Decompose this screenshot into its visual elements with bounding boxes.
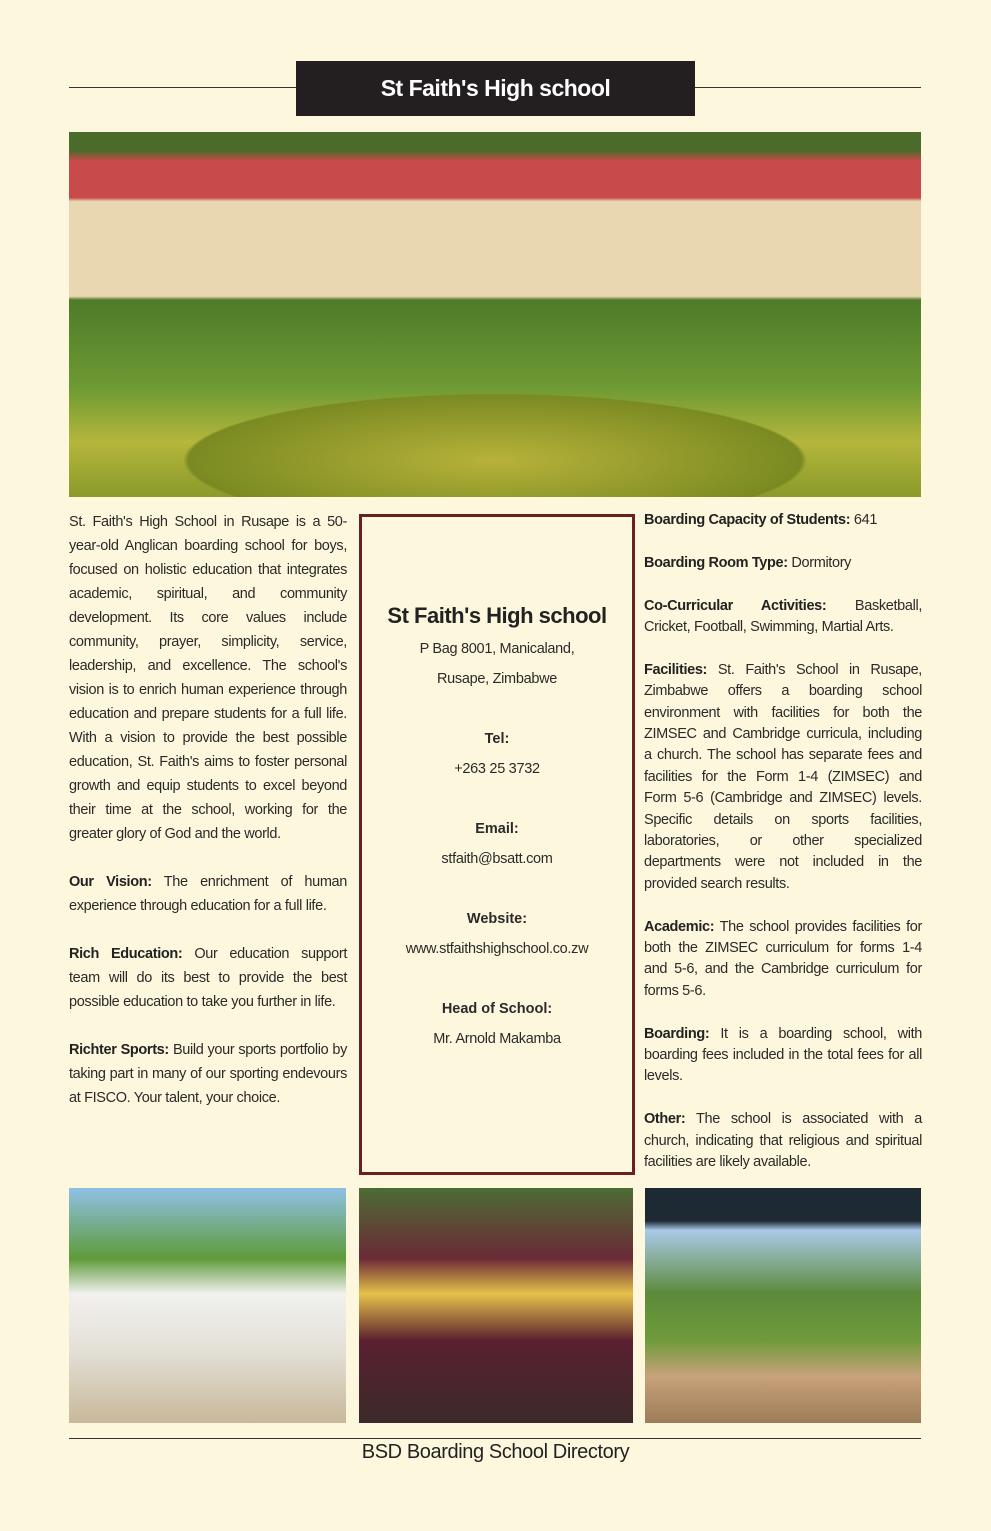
education-section: Rich Education: Our education support team will do its best to provide the best possible education to take you further in life.	[69, 946, 347, 1010]
page-title: St Faith's High school	[296, 61, 695, 116]
academic-section: Academic: The school provides facilities for both the ZIMSEC curriculum for forms 1-4 and 5-6, and the Cambridge curriculum for forms 5-6.	[644, 918, 922, 999]
footer-rule	[69, 1438, 921, 1439]
students-group-photo	[359, 1188, 633, 1423]
email-value[interactable]: stfaith@bsatt.com	[441, 851, 553, 867]
header-rule-left	[69, 87, 296, 88]
capacity-section: Boarding Capacity of Students: 641	[644, 512, 878, 528]
students-walking-photo	[69, 1188, 346, 1423]
boarding-section: Boarding: It is a boarding school, with boarding fees included in the total fees for all levels.	[644, 1025, 922, 1085]
other-section: Other: The school is associated with a church, indicating that religious and spiritual facilities are likely available.	[644, 1111, 922, 1171]
email-label: Email:	[475, 821, 519, 837]
contact-card	[359, 514, 635, 1175]
footer-text: BSD Boarding School Directory	[361, 1441, 630, 1463]
website-label: Website:	[466, 911, 528, 927]
vision-section: Our Vision: The enrichment of human experience through education for a full life.	[69, 874, 347, 914]
head-value: Mr. Arnold Makamba	[433, 1031, 561, 1047]
left-column	[69, 510, 347, 1134]
intro-text: St. Faith's High School in Rusape is a 50-year-old Anglican boarding school for boys, focused on holistic education that integrates academic, spiritual, and community development. Its core values include community, prayer, simplicity, service, leadership, and excellence. The school's vision is to enrich human experience through education and prepare students for a full life. With a vision to provide the best possible education, St. Faith's aims to foster personal growth and equip students to excel beyond their time at the school, working for the greater glory of God and the world.	[69, 514, 347, 842]
garden-photo	[645, 1188, 921, 1423]
address-line-1: P Bag 8001, Manicaland,	[419, 641, 575, 657]
head-label: Head of School:	[441, 1001, 553, 1017]
card-school-name: St Faith's High school	[387, 603, 607, 628]
header-rule-right	[695, 87, 921, 88]
tel-value[interactable]: +263 25 3732	[454, 761, 540, 777]
activities-section: Co-Curricular Activities: Basketball, Cricket, Football, Swimming, Martial Arts.	[644, 597, 922, 635]
room-type-section: Boarding Room Type: Dormitory	[644, 554, 852, 571]
tel-label: Tel:	[484, 731, 510, 747]
address-line-2: Rusape, Zimbabwe	[436, 671, 558, 687]
school-campus-photo	[69, 132, 921, 497]
facilities-section: Facilities: St. Faith's School in Rusape, Zimbabwe offers a boarding school environment with facilities for both the ZIMSEC and Cambridge curricula, including a church. The school has separate fees and facilities for the Form 1-4 (ZIMSEC) and Form 5-6 (Cambridge and ZIMSEC) levels. Specific details on sports facilities, laboratories, or other specialized departments were not included in the provided search results.	[644, 661, 922, 892]
website-link[interactable]: www.stfaithshighschool.co.zw	[405, 941, 589, 957]
right-column	[644, 510, 922, 1195]
sports-section: Richter Sports: Build your sports portfolio by taking part in many of our sporting endevours at FISCO. Your talent, your choice.	[69, 1042, 347, 1106]
